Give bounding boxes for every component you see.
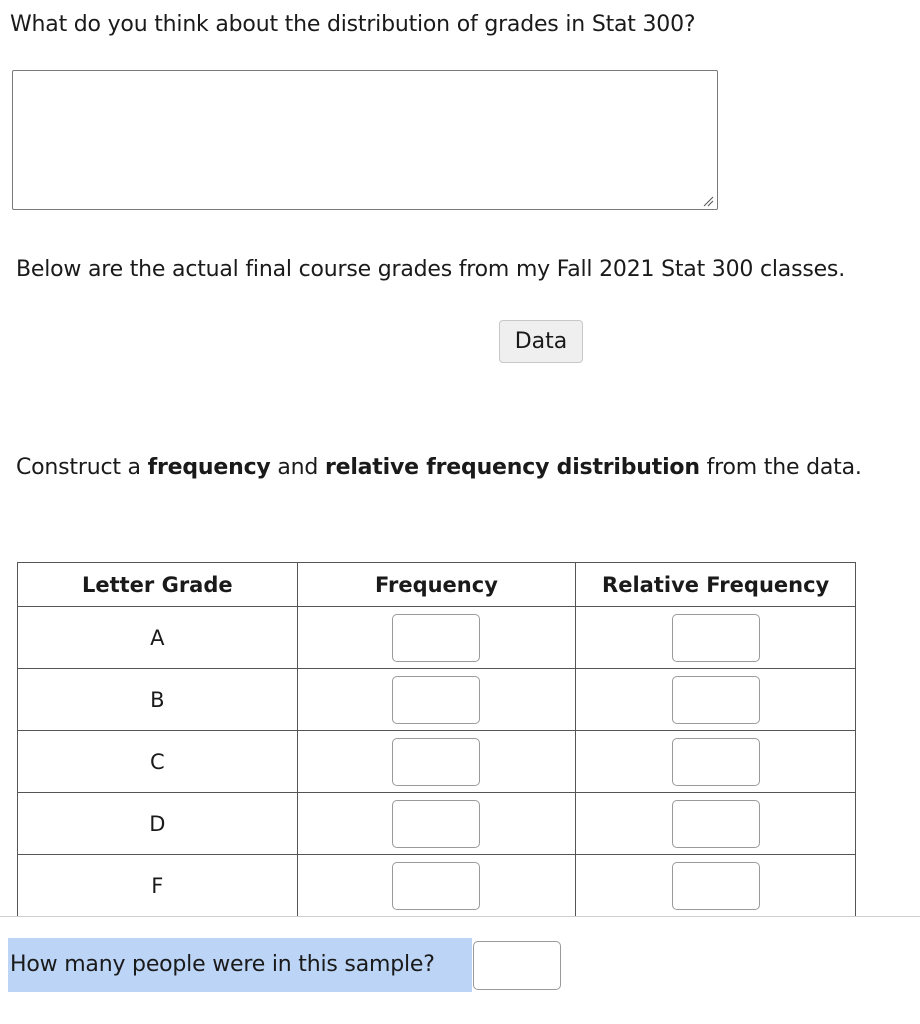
relative-frequency-input-c[interactable] xyxy=(672,738,760,786)
frequency-input-b[interactable] xyxy=(392,676,480,724)
sample-size-input[interactable] xyxy=(473,941,561,990)
instruction-prefix: Construct a xyxy=(16,455,148,480)
question-prompt: What do you think about the distribution of grades in Stat 300? xyxy=(10,12,696,37)
instruction-mid: and xyxy=(270,455,325,480)
relative-frequency-input-b[interactable] xyxy=(672,676,760,724)
instruction-text xyxy=(16,455,862,480)
intro-text: Below are the actual final course grades from my Fall 2021 Stat 300 classes. xyxy=(16,257,845,282)
data-button[interactable]: Data xyxy=(499,320,583,363)
header-relative-frequency: Relative Frequency xyxy=(576,563,856,607)
grade-cell: C xyxy=(18,731,298,793)
instruction-bold-relative: relative frequency distribution xyxy=(324,455,700,480)
divider xyxy=(0,916,920,917)
frequency-input-c[interactable] xyxy=(392,738,480,786)
response-textarea[interactable] xyxy=(12,70,718,210)
frequency-input-f[interactable] xyxy=(392,862,480,910)
relative-frequency-input-d[interactable] xyxy=(672,800,760,848)
frequency-table xyxy=(17,562,856,917)
frequency-input-d[interactable] xyxy=(392,800,480,848)
instruction-suffix: from the data. xyxy=(699,455,862,480)
grade-cell: D xyxy=(18,793,298,855)
resize-grip-icon[interactable] xyxy=(700,193,714,207)
grade-cell: A xyxy=(18,607,298,669)
table-row xyxy=(18,669,856,731)
sample-size-question: How many people were in this sample? xyxy=(8,938,472,992)
header-letter-grade: Letter Grade xyxy=(18,563,298,607)
header-frequency: Frequency xyxy=(297,563,576,607)
grade-cell: F xyxy=(18,855,298,917)
table-header-row xyxy=(18,563,856,607)
table-row xyxy=(18,793,856,855)
grade-cell: B xyxy=(18,669,298,731)
table-row xyxy=(18,731,856,793)
relative-frequency-input-f[interactable] xyxy=(672,862,760,910)
table-row xyxy=(18,855,856,917)
relative-frequency-input-a[interactable] xyxy=(672,614,760,662)
instruction-bold-frequency: frequency xyxy=(147,455,271,480)
frequency-input-a[interactable] xyxy=(392,614,480,662)
table-row xyxy=(18,607,856,669)
